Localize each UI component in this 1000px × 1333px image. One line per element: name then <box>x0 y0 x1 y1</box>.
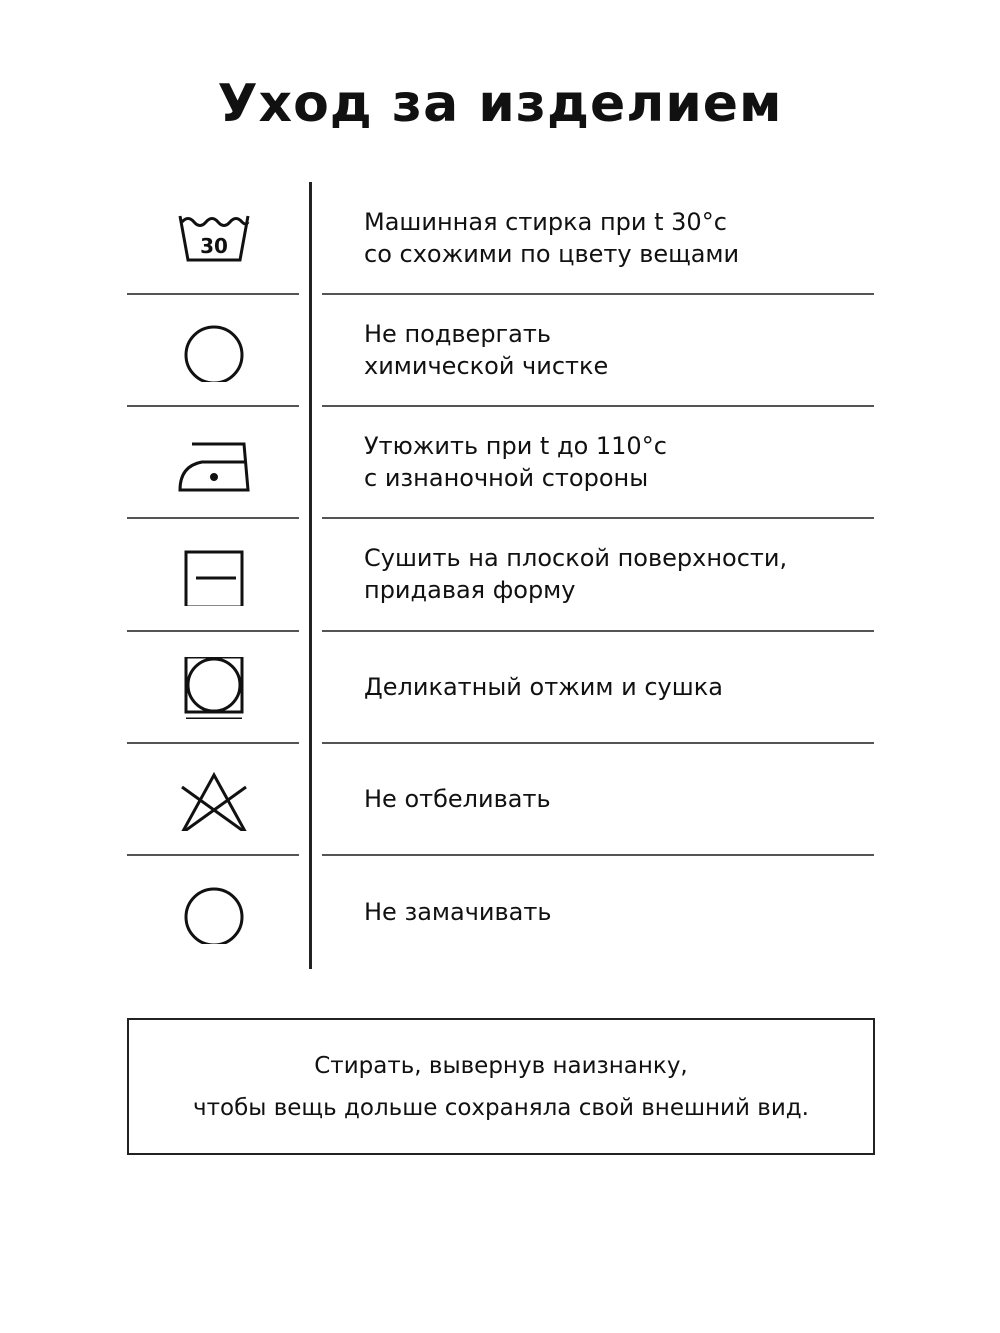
wash-30-icon <box>174 208 254 270</box>
care-row <box>0 743 1000 855</box>
no-soak-circle-icon <box>174 882 254 944</box>
care-row <box>0 406 1000 518</box>
care-text: Сушить на плоской поверхности, придавая форму <box>364 544 788 604</box>
care-row <box>0 518 1000 630</box>
note-line: Стирать, вывернув наизнанку, <box>314 1052 688 1079</box>
care-note-box <box>127 1018 875 1155</box>
iron-low-icon <box>174 432 254 494</box>
page-title: Уход за изделием <box>217 74 783 134</box>
note-line: чтобы вещь дольше сохраняла свой внешний вид. <box>193 1094 809 1121</box>
no-bleach-icon <box>174 769 254 831</box>
care-row <box>0 294 1000 406</box>
care-row <box>0 182 1000 294</box>
svg-text:30: 30 <box>200 234 228 258</box>
care-row <box>0 856 1000 968</box>
care-text: Утюжить при t до 110°c с изнаночной стороны <box>364 432 667 492</box>
care-text: Деликатный отжим и сушка <box>364 673 723 701</box>
no-dry-clean-circle-icon <box>174 320 254 382</box>
care-text: Не замачивать <box>364 898 552 926</box>
care-text: Не отбеливать <box>364 785 551 813</box>
care-row <box>0 631 1000 743</box>
dry-flat-icon <box>174 544 254 606</box>
care-text: Машинная стирка при t 30°c со схожими по цвету вещами <box>364 208 740 268</box>
gentle-tumble-dry-icon <box>174 657 254 719</box>
care-text: Не подвергать химической чистке <box>364 320 609 380</box>
